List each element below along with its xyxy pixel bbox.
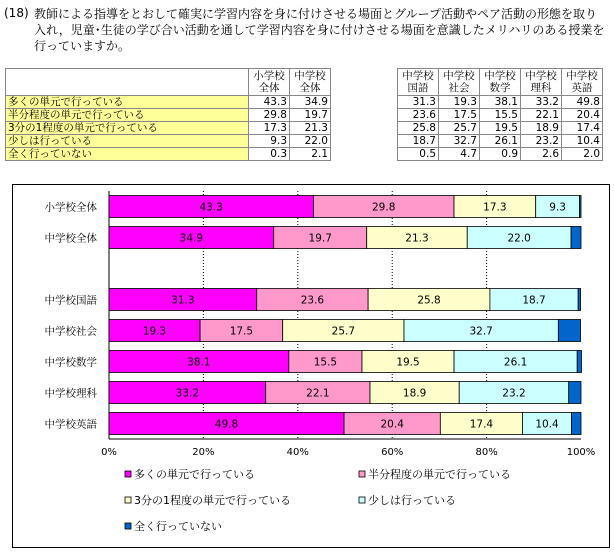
category-label: 中学校英語 <box>44 418 97 431</box>
data-label: 22.0 <box>507 232 531 245</box>
table-cell: 23.6 <box>398 109 439 122</box>
data-label: 32.7 <box>469 325 493 338</box>
legend-label: 3分の1程度の単元で行っている <box>134 494 291 507</box>
table-cell: 21.3 <box>290 122 331 135</box>
legend-label: 半分程度の単元で行っている <box>368 468 511 481</box>
table-column-header: 中学校 全体 <box>290 69 331 96</box>
legend-swatch <box>125 471 131 477</box>
category-label: 中学校社会 <box>44 325 97 338</box>
table-cell: 0.5 <box>398 148 439 161</box>
legend-swatch <box>125 497 131 503</box>
table-column-header: 中学校 数学 <box>480 69 521 96</box>
table-row-label: 全く行っていない <box>6 148 249 161</box>
x-tick-label: 40% <box>286 447 309 458</box>
question-number: (18) <box>4 6 29 20</box>
legend-swatch <box>359 497 365 503</box>
legend-swatch <box>359 471 365 477</box>
table-cell: 18.7 <box>398 135 439 148</box>
table-gap <box>331 135 398 148</box>
data-label: 20.4 <box>380 418 404 431</box>
table-cell: 2.0 <box>562 148 603 161</box>
table-cell: 2.6 <box>521 148 562 161</box>
data-label: 17.4 <box>469 418 494 431</box>
x-tick-label: 20% <box>192 447 215 458</box>
bar-segment <box>580 196 581 218</box>
stacked-bar-chart <box>13 185 609 547</box>
table-cell: 17.4 <box>562 122 603 135</box>
data-label: 18.9 <box>402 387 427 400</box>
category-label: 小学校全体 <box>44 201 97 214</box>
x-tick-label: 100% <box>566 447 596 458</box>
legend-label: 少しは行っている <box>368 494 456 507</box>
x-tick-label: 0% <box>101 447 117 458</box>
table-cell: 43.3 <box>249 96 290 109</box>
table-gap <box>331 148 398 161</box>
bar-segment <box>571 227 581 249</box>
table-column-header: 中学校 英語 <box>562 69 603 96</box>
table-gap <box>331 96 398 109</box>
x-tick-label: 80% <box>475 447 498 458</box>
chart-area <box>12 184 610 548</box>
table-row-label: 半分程度の単元で行っている <box>6 109 249 122</box>
data-label: 43.3 <box>199 201 223 214</box>
data-label: 22.1 <box>306 387 330 400</box>
table-cell: 10.4 <box>562 135 603 148</box>
table-cell: 19.7 <box>290 109 331 122</box>
table-gap <box>331 122 398 135</box>
table-column-header: 中学校 社会 <box>439 69 480 96</box>
table-cell: 22.0 <box>290 135 331 148</box>
data-label: 23.2 <box>502 387 526 400</box>
table-column-header: 中学校 理科 <box>521 69 562 96</box>
bar-segment <box>569 382 581 404</box>
category-label: 中学校全体 <box>44 232 97 245</box>
data-label: 49.8 <box>214 418 239 431</box>
category-label: 中学校数学 <box>44 356 97 369</box>
data-label: 17.3 <box>483 201 507 214</box>
table-cell: 49.8 <box>562 96 603 109</box>
legend-label: 全く行っていない <box>134 520 222 533</box>
table-cell: 32.7 <box>439 135 480 148</box>
data-label: 21.3 <box>405 232 429 245</box>
table-cell: 23.2 <box>521 135 562 148</box>
table-cell: 0.3 <box>249 148 290 161</box>
table-cell: 9.3 <box>249 135 290 148</box>
data-label: 10.4 <box>535 418 559 431</box>
table-row-label: 3分の1程度の単元で行っている <box>6 122 249 135</box>
data-label: 31.3 <box>171 294 195 307</box>
table-cell: 4.7 <box>439 148 480 161</box>
table-cell: 34.9 <box>290 96 331 109</box>
data-label: 15.5 <box>313 356 338 369</box>
data-label: 18.7 <box>522 294 546 307</box>
data-label: 26.1 <box>503 356 528 369</box>
table-cell: 29.8 <box>249 109 290 122</box>
bar-segment <box>572 413 581 435</box>
table-cell: 17.5 <box>439 109 480 122</box>
table-cell: 19.5 <box>480 122 521 135</box>
legend-label: 多くの単元で行っている <box>134 468 255 481</box>
data-label: 17.5 <box>229 325 254 338</box>
data-label: 19.7 <box>308 232 332 245</box>
table-cell: 25.8 <box>398 122 439 135</box>
data-label: 19.3 <box>142 325 167 338</box>
summary-table <box>5 68 603 161</box>
table-gap <box>331 69 398 96</box>
table-cell: 17.3 <box>249 122 290 135</box>
table-cell: 26.1 <box>480 135 521 148</box>
table-corner <box>6 69 249 96</box>
table-cell: 33.2 <box>521 96 562 109</box>
question-text: 教師による指導をとおして確実に学習内容を身に付けさせる場面とグループ活動やペア活動の形態を取り入れ，児童･生徒の学び合い活動を通して学習内容を身に付けさせる場面を意識したメリハリのある授業を行っていますか。 <box>34 7 605 53</box>
category-label: 中学校理科 <box>44 387 97 400</box>
table-cell: 31.3 <box>398 96 439 109</box>
data-label: 38.1 <box>187 356 211 369</box>
bar-segment <box>558 320 580 342</box>
table-gap <box>331 109 398 122</box>
data-label: 9.3 <box>549 201 566 214</box>
legend-swatch <box>125 523 131 529</box>
category-label: 中学校国語 <box>44 294 97 307</box>
data-label: 19.5 <box>396 356 420 369</box>
data-label: 25.7 <box>331 325 356 338</box>
table-cell: 38.1 <box>480 96 521 109</box>
data-label: 29.8 <box>372 201 396 214</box>
table-cell: 2.1 <box>290 148 331 161</box>
table-cell: 22.1 <box>521 109 562 122</box>
table-cell: 18.9 <box>521 122 562 135</box>
data-label: 33.2 <box>175 387 200 400</box>
data-label: 34.9 <box>179 232 204 245</box>
table-cell: 20.4 <box>562 109 603 122</box>
table-cell: 15.5 <box>480 109 521 122</box>
data-label: 25.8 <box>417 294 441 307</box>
bar-segment <box>577 351 581 373</box>
table-cell: 25.7 <box>439 122 480 135</box>
data-label: 23.6 <box>300 294 325 307</box>
table-row-label: 多くの単元で行っている <box>6 96 249 109</box>
bar-segment <box>578 289 580 311</box>
table-cell: 0.9 <box>480 148 521 161</box>
table-column-header: 小学校 全体 <box>249 69 290 96</box>
table-row-label: 少しは行っている <box>6 135 249 148</box>
x-tick-label: 60% <box>381 447 404 458</box>
table-column-header: 中学校 国語 <box>398 69 439 96</box>
table-cell: 19.3 <box>439 96 480 109</box>
